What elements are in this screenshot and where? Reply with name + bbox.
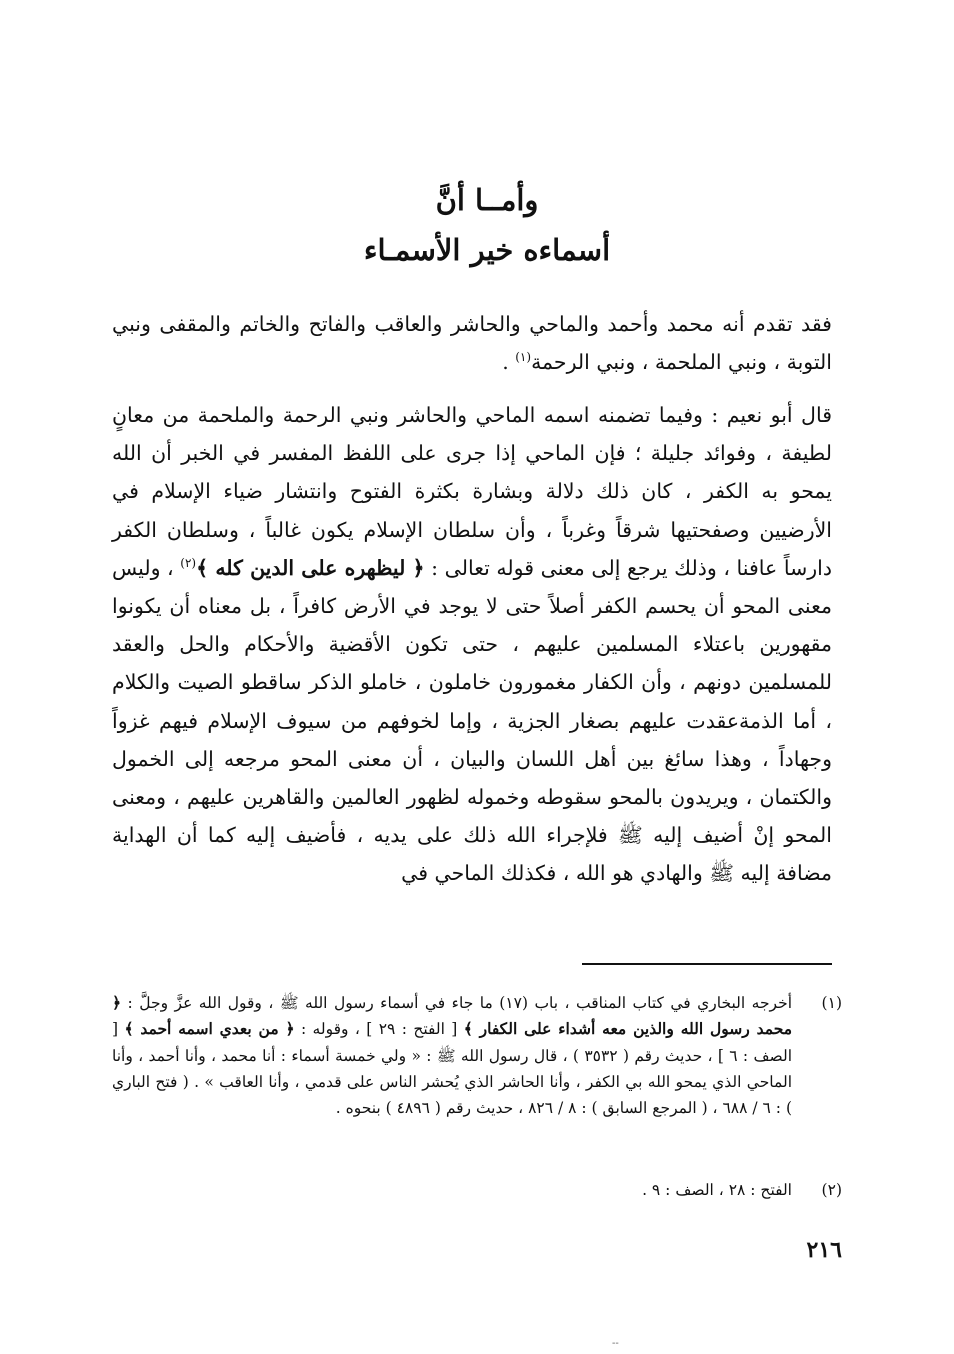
chapter-title-line-1: وأمــا أنَّ — [435, 183, 539, 217]
footnote-1-part-3: [ الصف : ٦ ] ، حديث رقم ( ٣٥٣٢ ) ، قال رسول الله ﷺ : « ولي خمسة أسماء : أنا محمد ، وأنا أحمد ، وأنا الماحي الذي يمحو الله بي الكفر ، وأنا الحاشر الذي يُحشر الناس على قدمي ، وأنا العاقب » . ( فتح الباري ) : ٦ / ٦٨٨ ، ( المرجع السابق ) : ٨ / ٨٢٦ ، حديث رقم ( ٤٨٩٦ ) بنحوه . — [112, 1020, 793, 1118]
footnote-2-text: الفتح : ٢٨ ، الصف : ٩ . — [642, 1181, 792, 1199]
footnote-separator — [582, 963, 832, 965]
paragraph-1-end: . — [502, 350, 516, 375]
chapter-title-line-2: أسماءه خير الأسمـاء — [363, 233, 611, 267]
footnote-1-number: (١) — [821, 994, 842, 1012]
quran-quote: ﴿ ليظهره على الدين كله ﴾ — [196, 555, 425, 580]
paragraph-2-body: ، وليس معنى المحو أن يحسم الكفر أصلاً حتى لا يوجد في الأرض كافراً ، بل معناه أن يكونوا مقهورين باعتلاء المسلمين عليهم ، حتى تكون الأقضية والأحكام والحل والعقد للمسلمين دونهم ، وأن الكفار مغمورون خاملون ، خاملو الذكر ساقطو الصيت والكلام ، أما الذمةعقدت عليهم بصغار الجزية ، وإما لخوفهم من سيوف الإسلام فيهم غزواً وجهاداً ، وهذا سائغ بين أهل اللسان والبيان ، أن معنى المحو مرجعه إلى الخمول والكتمان ، ويريدون بالمحو سقوطه وخموله لظهور العالمين والقاهرين عليهم ، ومعنى المحو إنْ أضيف إليه ﷺ فلإجراء الله ذلك على يديه ، فأضيف إليه كما أن الهداية مضافة إليه ﷺ والهادي هو الله ، فكذلك الماحي في — [112, 555, 832, 886]
footnote-2-number: (٢) — [821, 1181, 842, 1199]
footnote-1-part-1: أخرجه البخاري في كتاب المناقب ، باب (١٧) ما جاء في أسماء رسول الله ﷺ ، وقول الله عزَّ وجلَّ : — [121, 994, 792, 1012]
footnote-ref-2: (٢) — [180, 555, 197, 570]
paragraph-2 — [112, 396, 832, 893]
scan-mark: -- — [612, 1338, 619, 1349]
paragraph-1 — [112, 305, 832, 381]
footnote-ref-1: (١) — [515, 350, 532, 365]
footnote-2 — [112, 1177, 842, 1203]
footnote-1-quote-1: ﴿ محمد رسول الله والذين معه أشداء على الكفار ﴾ — [112, 993, 793, 1039]
footnote-1-text — [112, 990, 792, 1121]
page-number: ٢١٦ — [806, 1237, 842, 1263]
footnote-1-part-2: [ الفتح : ٢٩ ] ، وقوله : — [294, 1020, 464, 1039]
footnote-1 — [112, 990, 842, 1121]
footnote-1-quote-2: ﴿ من بعدي اسمه أحمد ﴾ — [124, 1019, 295, 1039]
paragraph-1-text: فقد تقدم أنه محمد وأحمد والماحي والحاشر والعاقب والفاتح والخاتم والمقفى ونبي التوبة ، ونبي الملحمة ، ونبي الرحمة — [112, 312, 832, 375]
paragraph-2-intro: قال أبو نعيم : وفيما تضمنه اسمه الماحي والحاشر ونبي الرحمة والملحمة من معانٍ لطيفة ، وفوائد جليلة ؛ فإن الماحي إذا جرى على اللفظ المفسر في الخبر أن الله يمحو به الكفر ، كان ذلك دلالة وبشارة بكثرة الفتوح وانتشار ضياء الإسلام في الأرضيين وصفحتيها شرقاً وغرباً ، وأن سلطان الإسلام يكون غالباً ، وسلطان الكفر دارساً عافنا ، وذلك يرجع إلى معنى قوله تعالى : — [112, 403, 832, 580]
